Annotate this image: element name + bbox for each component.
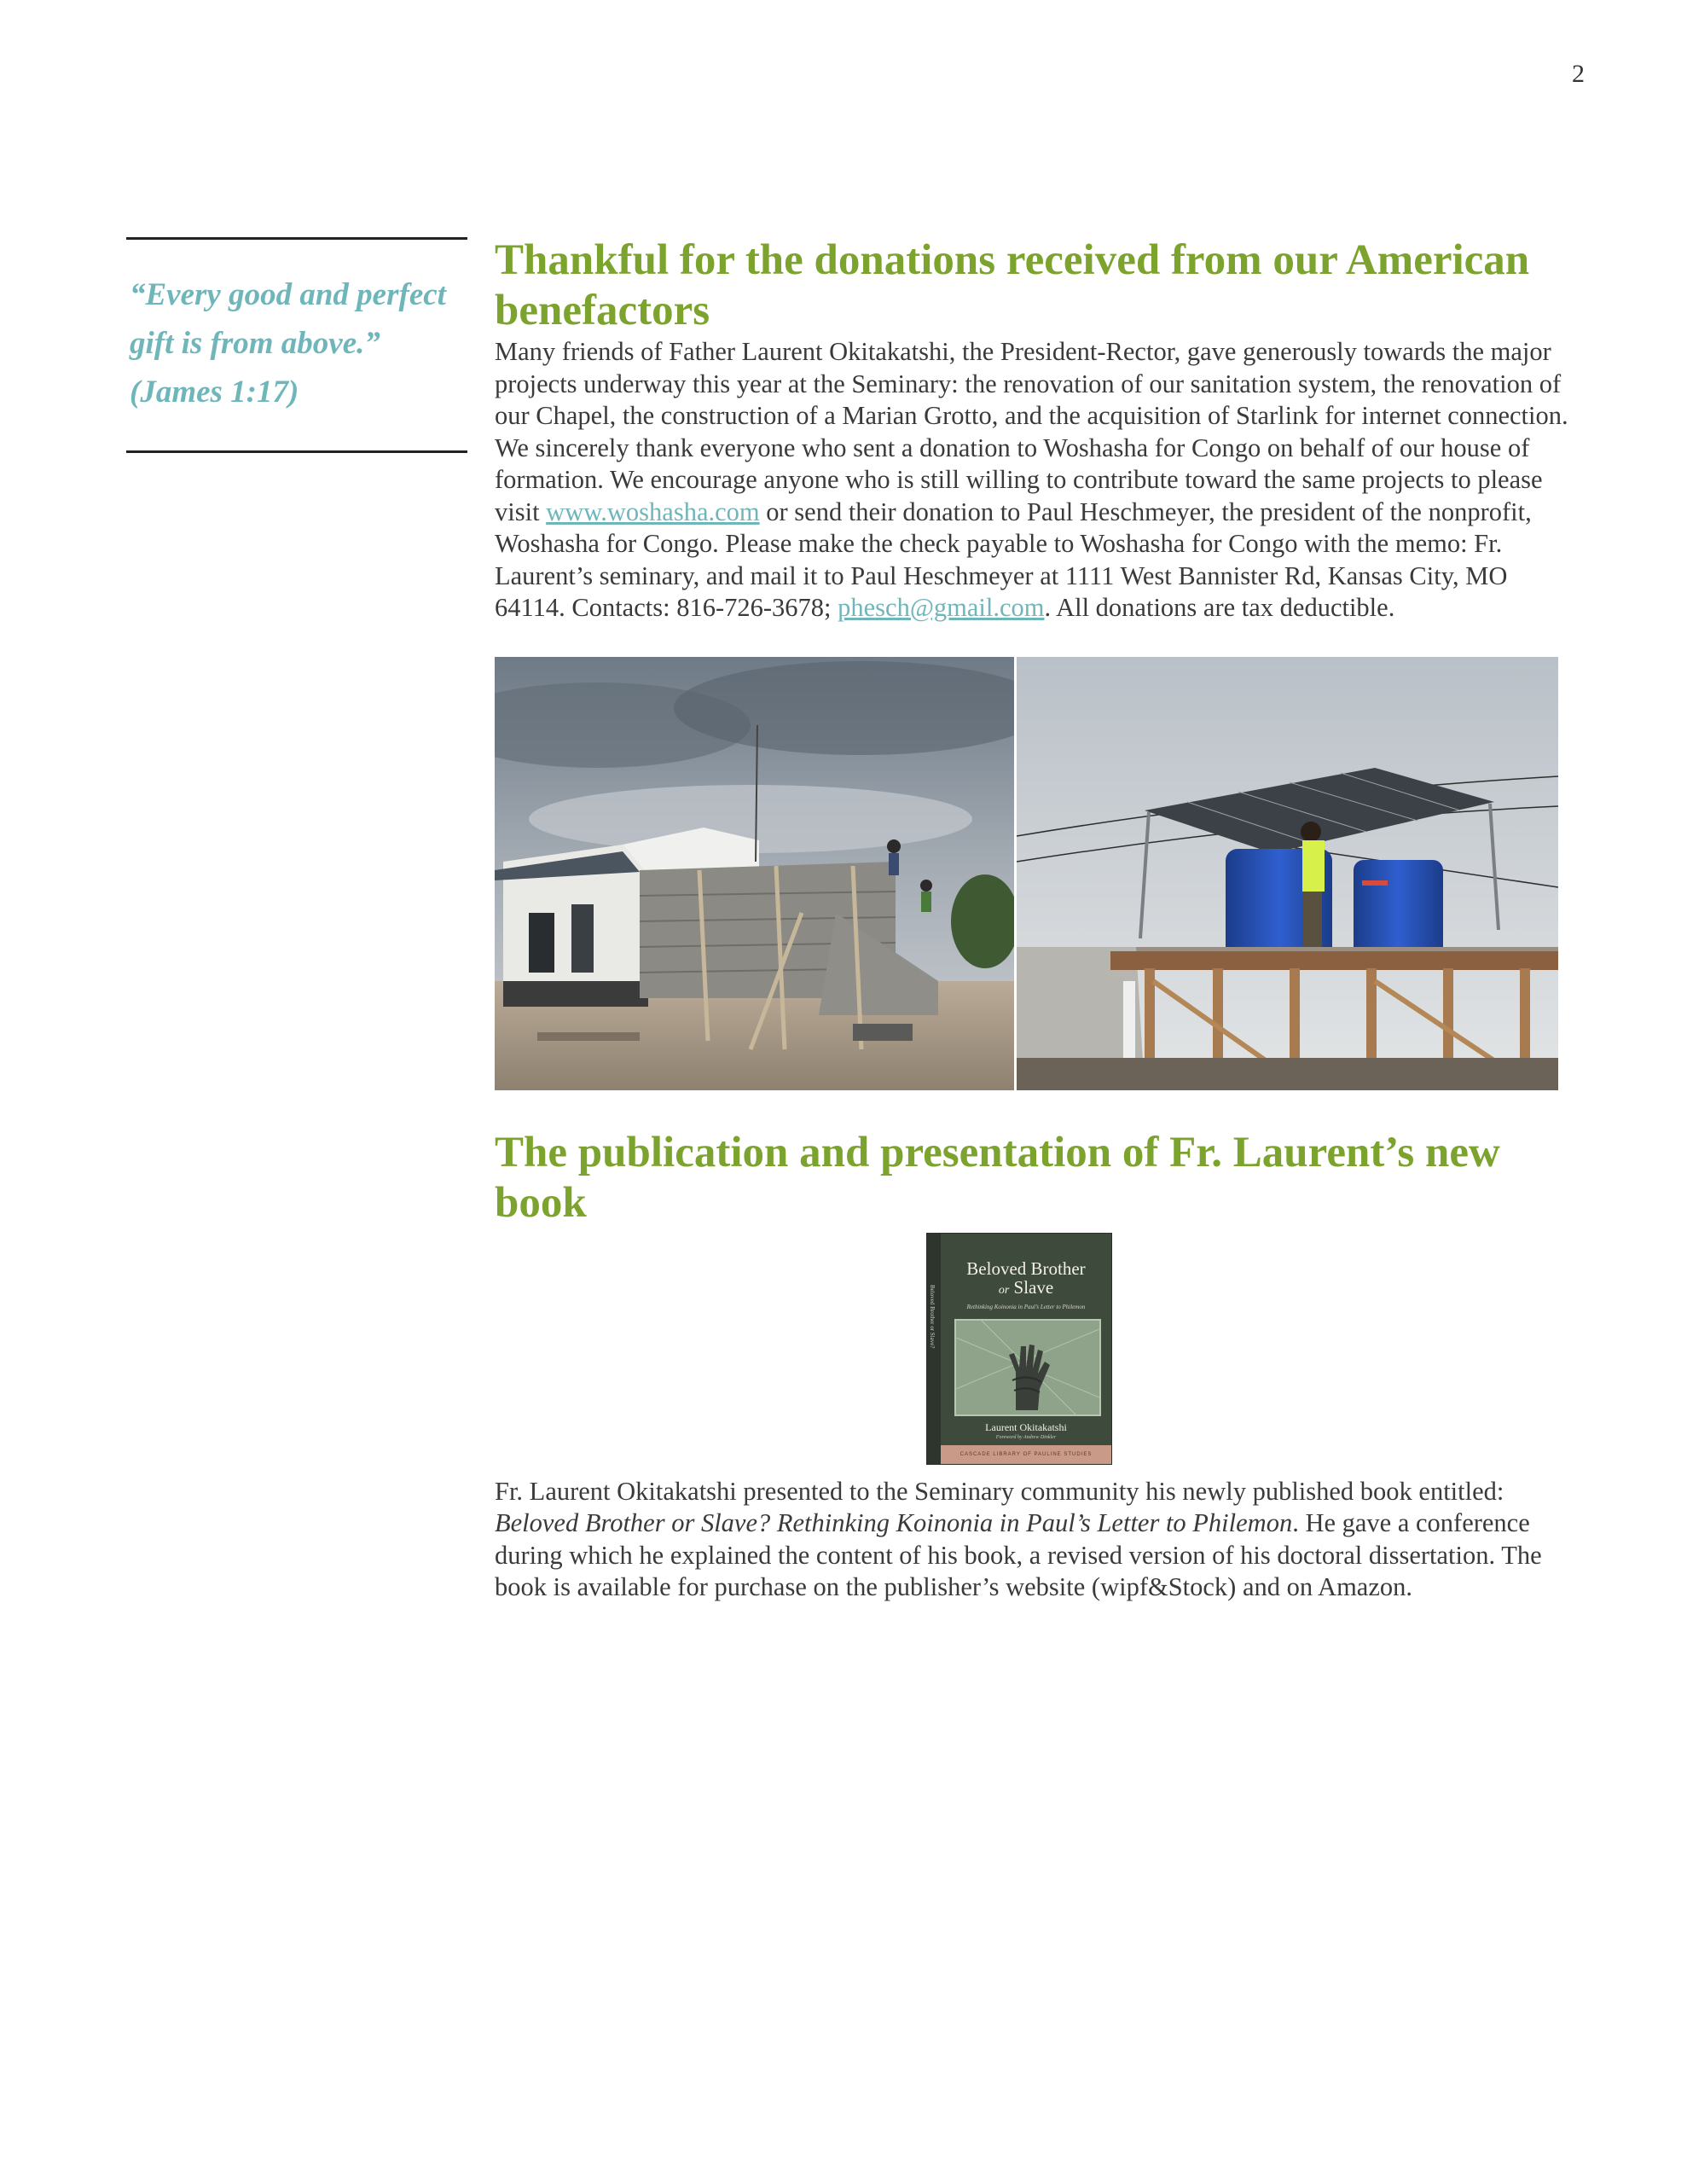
book-cover-author: Laurent Okitakatshi [985,1420,1067,1433]
book-title-line-1: Beloved Brother [966,1258,1086,1279]
book-cover-image [927,1234,1111,1464]
bottom-rule [126,450,467,453]
book-title-line-2: Slave [1013,1276,1054,1298]
water-tank-photo [1017,657,1558,1090]
book-text-1: Fr. Laurent Okitakatshi presented to the Seminary community his newly published book entitled: [495,1476,1504,1506]
pull-quote [126,240,467,450]
donations-heading: Thankful for the donations received from our American benefactors [495,236,1530,334]
book-title-or: or [998,1283,1010,1297]
book-spine-text: Beloved Brother or Slave? [929,1284,936,1348]
book-cover-wrap [495,1234,1569,1464]
donations-text-1: Many friends of Father Laurent Okitakatshi, the President-Rector, gave generously towards the major projects underway this year at the Seminary: the renovation of our sanitation system, the renovation of our Chapel, the construction of a Marian Grotto, and the acquisition of Starlink for internet connection. We sincerely thank everyone who sent a donation to Woshasha for Congo on behalf of our house of formation. We encourage anyone who is still willing to contribute toward the same projects to please visit [495,337,1568,526]
main-column [495,235,1569,1604]
pull-quote-sidebar [126,237,467,453]
woshasha-website-link[interactable]: www.woshasha.com [546,497,760,526]
page-number: 2 [1572,60,1585,88]
donations-section [495,235,1569,1090]
book-cover-title [946,1259,1106,1300]
quote-line-1: “Every good and perfect [130,277,446,312]
book-section [495,1128,1569,1604]
book-cover-series: CASCADE LIBRARY OF PAULINE STUDIES [941,1445,1111,1464]
donations-paragraph [495,336,1569,624]
quote-citation: (James 1:17) [130,375,299,410]
donations-text-3: . All donations are tax deductible. [1044,593,1395,622]
project-photos [495,657,1558,1090]
book-cover-subtitle: Rethinking Koinonia in Paul’s Letter to Philemon [966,1303,1086,1310]
book-title-italic: Beloved Brother or Slave? Rethinking Koinonia in Paul’s Letter to Philemon [495,1508,1293,1537]
book-heading: The publication and presentation of Fr. Laurent’s new book [495,1128,1500,1227]
book-cover-foreword: Foreword by Andrew Dinkler [995,1434,1057,1440]
quote-line-2: gift is from above.” [130,326,380,361]
book-paragraph [495,1476,1569,1604]
book-cover-artwork [954,1319,1101,1416]
email-link[interactable]: phesch@gmail.com [838,593,1045,622]
donations-text-2: or send their donation to Paul Heschmeyer, the president of the nonprofit, Woshasha for Congo. Please make the check payable to Woshasha for Congo with the memo: Fr. Laurent’s seminary, and mail it to Paul Heschmeyer at 1111 West Bannister Rd, Kansas City, MO 64114. Contacts: 816-726-3678; [495,497,1532,622]
book-spine [927,1234,941,1464]
book-text-2: . He gave a conference during which he explained the content of his book, a revised version of his doctoral dissertation. The book is available for purchase on the publisher’s website (wipf&Stock) and on Amazon. [495,1508,1542,1601]
construction-photo [495,657,1014,1090]
